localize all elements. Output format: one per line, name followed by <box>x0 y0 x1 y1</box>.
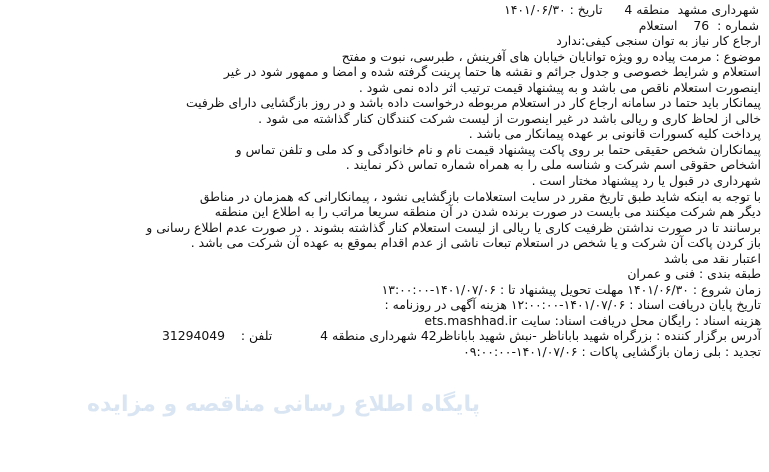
body-line-envelope-1: پیمانکاران شخص حقیقی حتما بر روی پاکت پیشنهاد قیمت نام و نام خانوادگی و کد ملی و تلفن تماس و <box>235 141 761 157</box>
body-line-capacity-1: پیمانکار باید حتما در سامانه ارجاع کار در استعلام مربوطه درخواست داده باشد و در روز بازگشایی دارای ظرفیت <box>186 95 761 111</box>
body-line-opening-3: برسانند تا در صورت نداشتن ظرفیت کاری یا ریالی از لیست استعلام کنار گذاشته بشوند . در صورت عدم اطلاع رسانی و <box>146 219 761 235</box>
body-line-deductions: پرداخت کلیه کسورات قانونی بر عهده پیمانکار می باشد . <box>468 126 761 142</box>
body-line-doc-deadline: تاریخ پایان دریافت اسناد : ۱۴۰۱/۰۷/۰۶-۱۲:۰۰:۰۰ هزینه آگهی در روزنامه : <box>384 297 761 313</box>
number-label: شماره : <box>717 17 759 33</box>
organizer-address: آدرس برگزار کننده : بزرگراه شهید باباناظر -نبش شهید باباناظر42 شهرداری منطقه 4 <box>320 328 761 344</box>
org-name: شهرداری مشهد <box>677 2 759 17</box>
body-line-opening-2: دیگر هم شرکت میکنند می بایست در صورت برنده شدن در آن منطقه سریعا مراتب را به اطلاع این منطقه <box>214 204 761 220</box>
body-line-opening-4: باز کردن پاکت آن شرکت و یا شخص در استعلام تبعات ناشی از عدم اقدام بموقع به عهده آن شرکت می باشد . <box>190 235 761 251</box>
body-line-docs-1: استعلام و شرایط خصوصی و جدول جرائم و نقشه ها حتما پرینت گرفته شده و امضا و ممهور شود در غیر <box>223 64 761 80</box>
body-line-capacity-2: خالی از لحاظ کاری و ریالی باشد در غیر اینصورت از لیست شرکت کنندگان کنار گذاشته می شود . <box>258 110 761 126</box>
body-line-quality: ارجاع کار نیاز به توان سنجی کیفی:ندارد <box>556 33 761 49</box>
body-line-category: طبقه بندی : فنی و عمران <box>627 266 761 282</box>
date-label: تاریخ : <box>569 2 603 17</box>
body-line-acceptance: شهرداری در قبول یا رد پیشنهاد مختار است . <box>531 173 761 189</box>
body-line-credit: اعتبار نقد می باشد <box>663 250 761 266</box>
notice-header <box>8 2 761 18</box>
body-line-start-time: زمان شروع : ۱۴۰۱/۰۶/۳۰ مهلت تحویل پیشنهاد تا : ۱۴۰۱/۰۷/۰۶-۱۳:۰۰:۰۰ <box>381 281 761 297</box>
notice-type: استعلام <box>638 17 678 33</box>
date-value: ۱۴۰۱/۰۶/۳۰ <box>504 2 566 17</box>
organizer-address-row <box>8 328 761 344</box>
body-line-subject: موضوع : مرمت پیاده رو ویژه توانایان خیابان های آفرینش ، طبرسی، نبوت و مفتح <box>341 48 761 64</box>
body-line-doc-cost: هزینه اسناد : رایگان محل دریافت اسناد: سایت ets.mashhad.ir <box>424 312 761 328</box>
phone-label: تلفن : <box>240 328 273 344</box>
watermark: پایگاه اطلاع رسانی مناقصه و مزایده <box>87 392 480 417</box>
district: منطقه 4 <box>624 2 670 17</box>
phone-value: 31294049 <box>162 328 226 344</box>
body-line-renewal: تجدید : بلی زمان بازگشایی پاکات : ۱۴۰۱/۰۷/۰۶-۰۹:۰۰:۰۰ <box>463 344 761 360</box>
body-line-docs-2: اینصورت استعلام ناقص می باشد و به پیشنهاد قیمت ترتیب اثر داده نمی شود . <box>358 79 761 95</box>
notice-number-row <box>8 18 761 34</box>
number-value: 76 <box>693 17 710 33</box>
body-line-envelope-2: اشخاص حقوقی اسم شرکت و شناسه ملی را به همراه شماره تماس ذکر نمایند . <box>345 157 761 173</box>
body-line-opening-1: با توجه به اینکه شاید طبق تاریخ مقرر در سایت استعلامات بازگشایی نشود ، پیمانکارانی که همزمان در مناطق <box>199 188 761 204</box>
